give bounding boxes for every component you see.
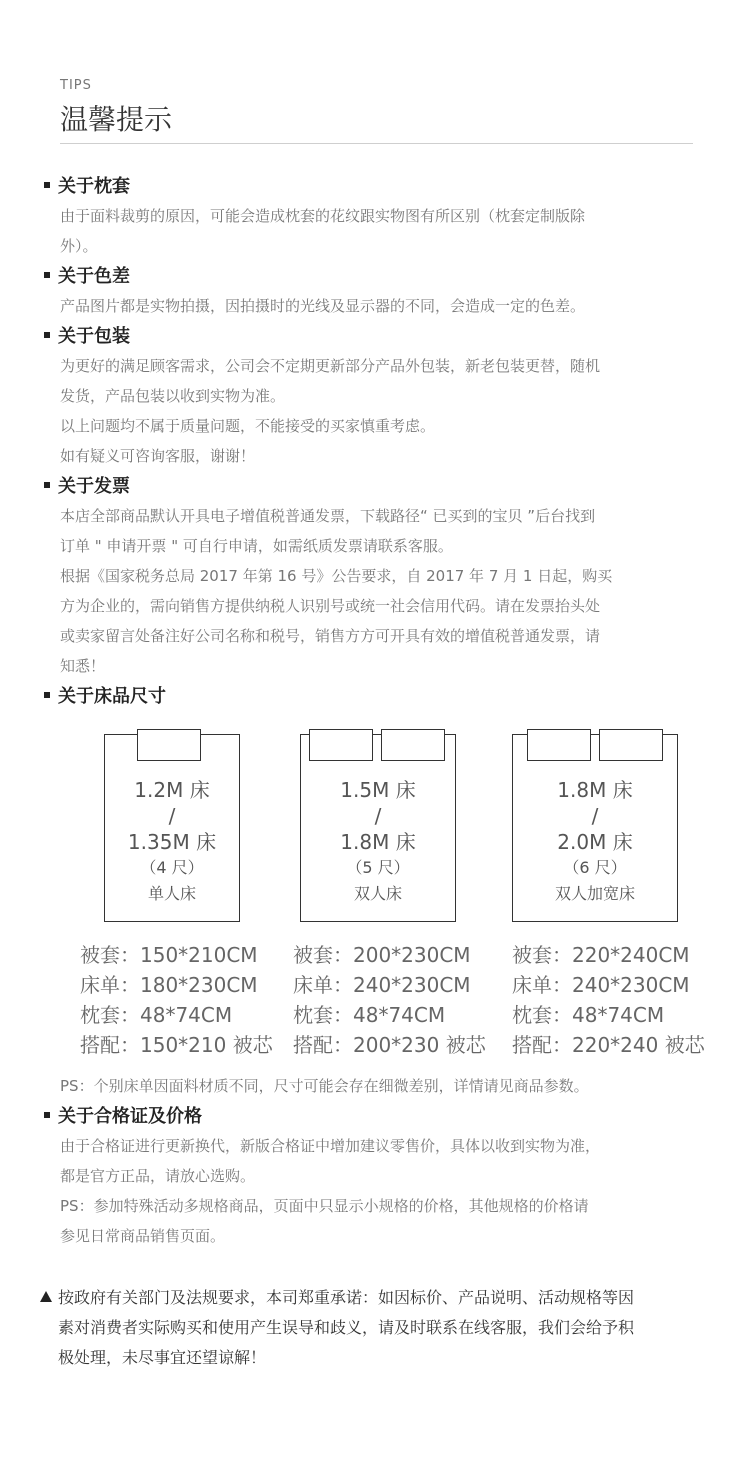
pillow-shape <box>381 729 445 761</box>
spec-column-wide: 被套：220*240CM 床单：240*230CM 枕套：48*74CM 搭配：220*240 被芯 <box>512 943 705 1057</box>
bullet-square-icon <box>44 1112 50 1118</box>
pillow-shape <box>599 729 663 761</box>
bullet-square-icon <box>44 182 50 188</box>
spec-column-single: 被套：150*210CM 床单：180*230CM 枕套：48*74CM 搭配：150*210 被芯 <box>80 943 273 1057</box>
tips-label: TIPS <box>60 78 92 93</box>
bed-diagram-single <box>104 734 240 922</box>
bullet-square-icon <box>44 332 50 338</box>
legal-notice: 按政府有关部门及法规要求，本司郑重承诺：如因标价、产品说明、活动规格等因 素对消费者实际购买和使用产生误导和歧义，请及时联系在线客服，我们会给予积 极处理，未尽事宜还望谅解！ <box>40 1283 700 1373</box>
warning-triangle-icon <box>40 1291 52 1302</box>
bed-label-wide: 1.8M 床 / 2.0M 床 （6 尺） 双人加宽床 <box>554 778 635 903</box>
pillow-shape <box>527 729 591 761</box>
spec-column-double: 被套：200*230CM 床单：240*230CM 枕套：48*74CM 搭配：200*230 被芯 <box>293 943 486 1057</box>
bed-label-double: 1.5M 床 / 1.8M 床 （5 尺） 双人床 <box>340 778 416 903</box>
bed-diagram-double <box>300 734 456 922</box>
bed-diagram-wide <box>512 734 678 922</box>
bed-label-single: 1.2M 床 / 1.35M 床 （4 尺） 单人床 <box>127 778 217 903</box>
section-heading-pillow: 关于枕套 <box>44 172 130 198</box>
section-text-color: 产品图片都是实物拍摄，因拍摄时的光线及显示器的不同，会造成一定的色差。 <box>60 297 586 315</box>
section-text-package: 为更好的满足顾客需求，公司会不定期更新部分产品外包装，新老包装更替，随机 发货，产品包装以收到实物为准。 以上问题均不属于质量问题，不能接受的买家慎重考虑。 如有疑义可咨询客服，谢谢！ <box>60 357 601 465</box>
section-text-pillow: 由于面料裁剪的原因，可能会造成枕套的花纹跟实物图有所区别（枕套定制版除 外）。 <box>60 207 586 255</box>
section-heading-color: 关于色差 <box>44 262 130 288</box>
bullet-square-icon <box>44 692 50 698</box>
bullet-square-icon <box>44 272 50 278</box>
page-title: 温馨提示 <box>60 103 173 136</box>
section-heading-invoice: 关于发票 <box>44 472 130 498</box>
bullet-square-icon <box>44 482 50 488</box>
section-heading-package: 关于包装 <box>44 322 130 348</box>
pillow-shape <box>309 729 373 761</box>
title-divider <box>60 143 693 144</box>
pillow-shape <box>137 729 201 761</box>
section-text-cert: 由于合格证进行更新换代，新版合格证中增加建议零售价，具体以收到实物为准， 都是官方正品，请放心选购。 PS：参加特殊活动多规格商品，页面中只显示小规格的价格，其他规格的价格请 参见日常商品销售页面。 <box>60 1137 601 1245</box>
section-heading-cert: 关于合格证及价格 <box>44 1102 202 1128</box>
section-text-invoice: 本店全部商品默认开具电子增值税普通发票，下载路径“ 已买到的宝贝 ”后台找到 订单 " 申请开票 " 可自行申请，如需纸质发票请联系客服。 根据《国家税务总局 2017 年第 16 号》公告要求，自 2017 年 7 月 1 日起，购买 方为企业的，需向销售方提供纳税人识别号或统一社会信用代码。请在发票抬头处 或卖家留言处备注好公司名称和税号，销售方方可开具有效的增值税普通发票，请 知悉！ <box>60 507 613 675</box>
bedsize-note: PS：个别床单因面料材质不同，尺寸可能会存在细微差别，详情请见商品参数。 <box>60 1077 589 1095</box>
section-heading-bedsize: 关于床品尺寸 <box>44 682 166 708</box>
